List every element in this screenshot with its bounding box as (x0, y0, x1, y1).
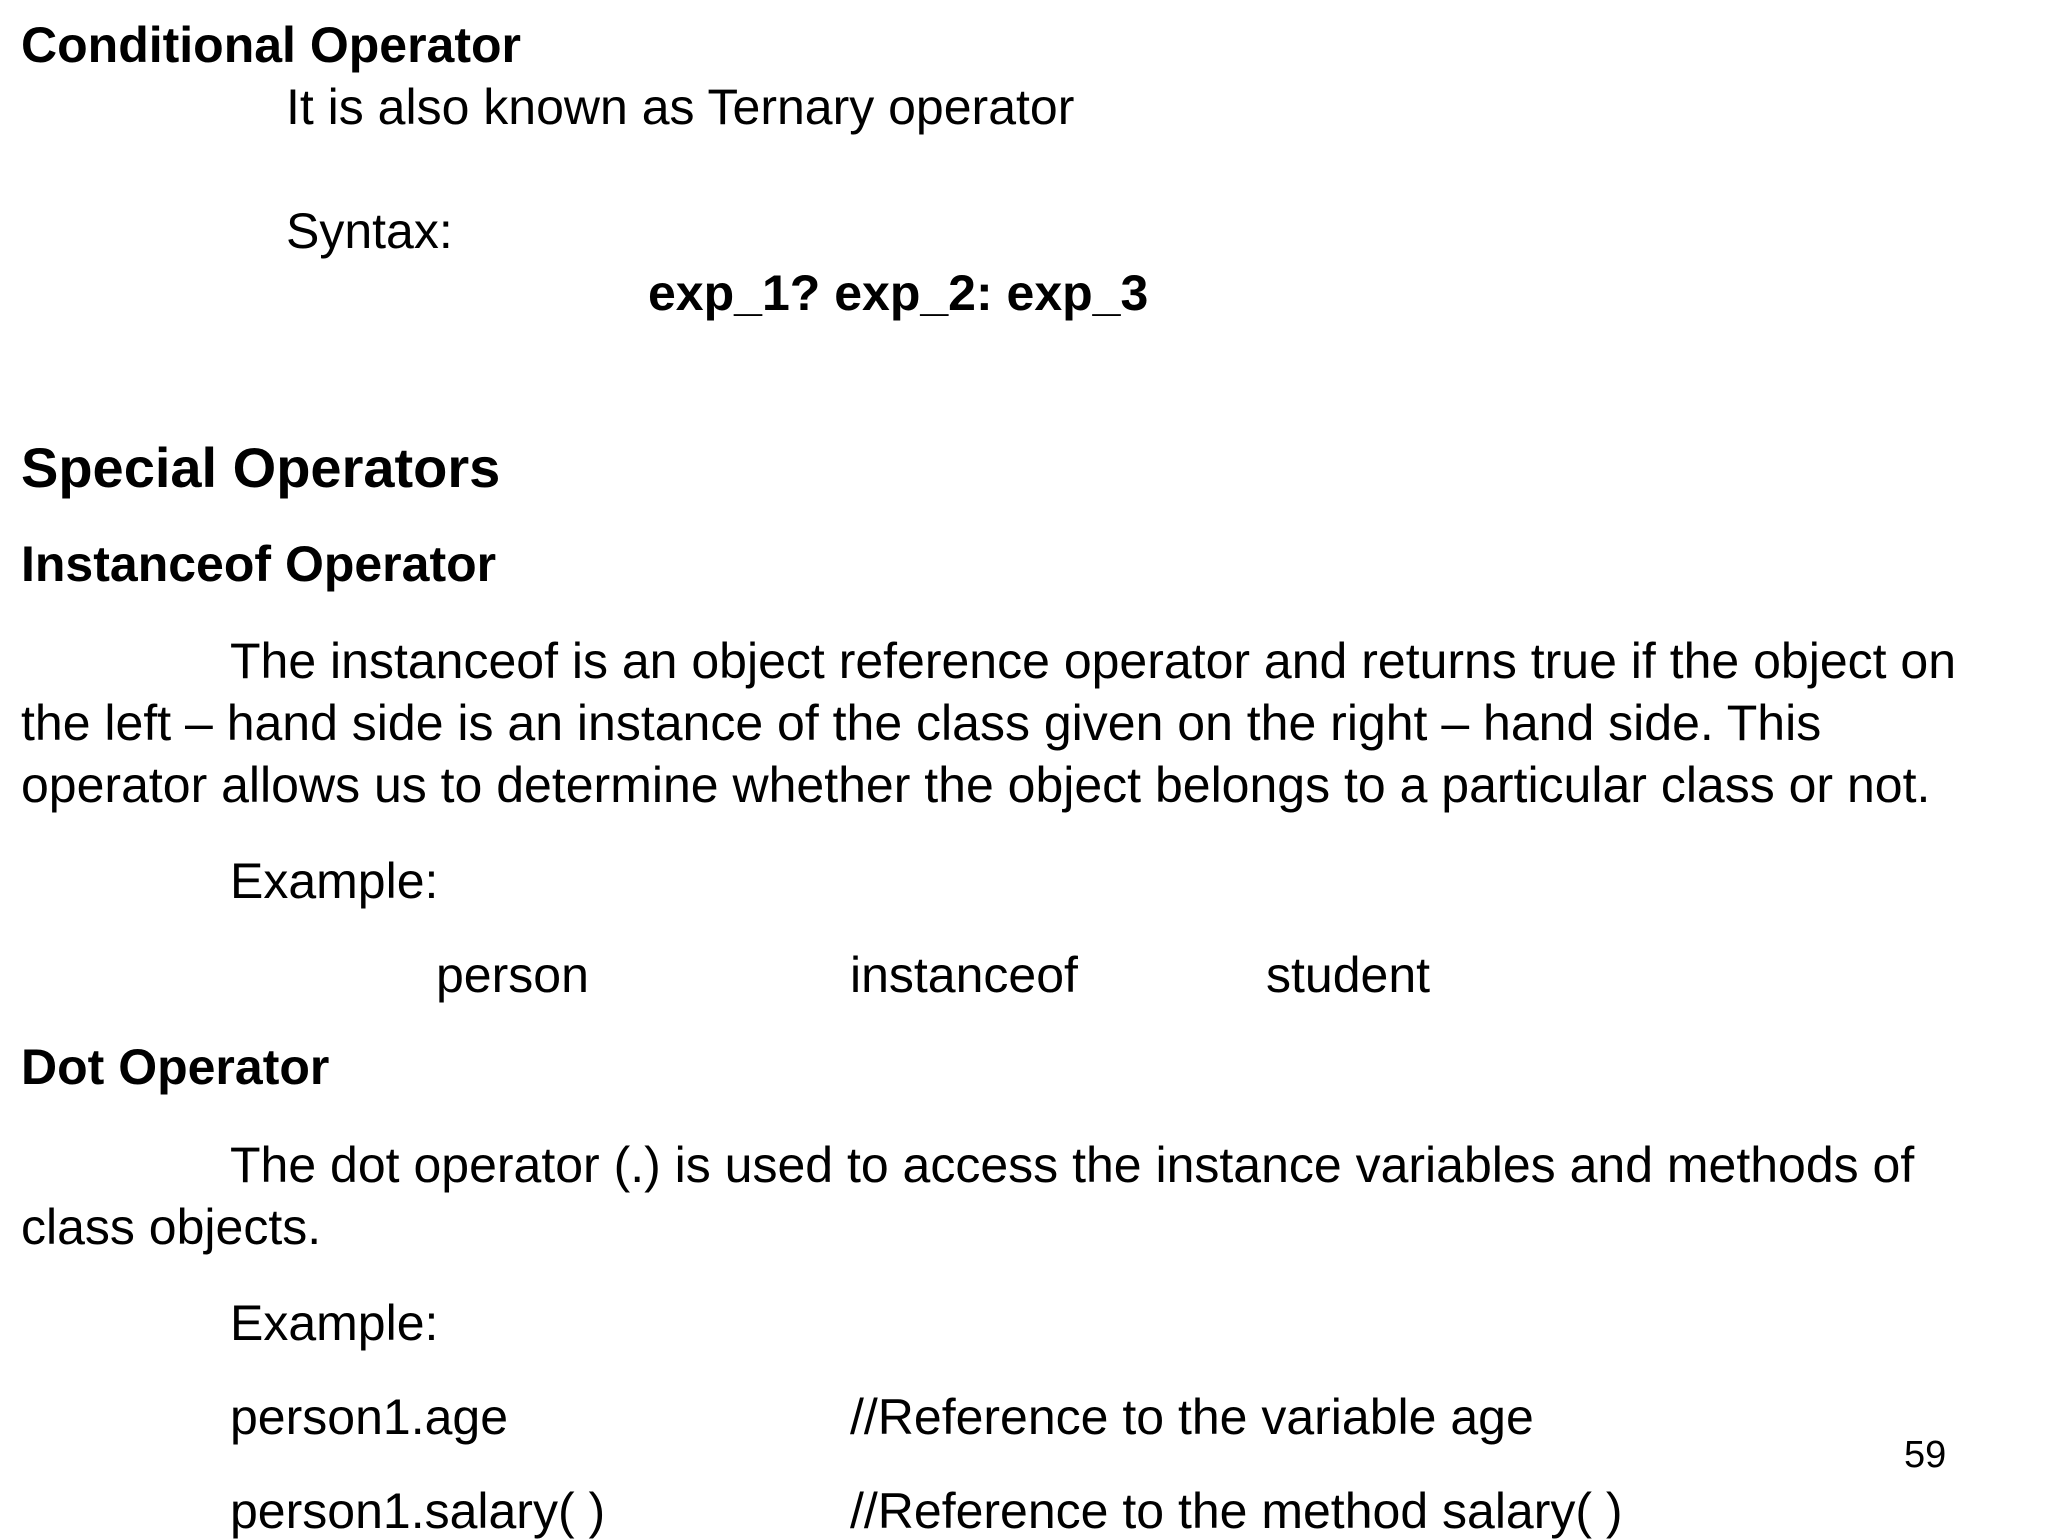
dot-example-code-2: person1.salary( ) (230, 1483, 606, 1539)
syntax-label: Syntax: (286, 203, 453, 259)
instanceof-example-object: person (436, 947, 589, 1003)
dot-example-comment-2: //Reference to the method salary( ) (850, 1483, 1623, 1539)
instanceof-desc-line-3: operator allows us to determine whether the object belongs to a particular class or not. (21, 757, 1931, 813)
dot-example-label: Example: (230, 1295, 439, 1351)
instanceof-operator-heading: Instanceof Operator (21, 536, 497, 592)
conditional-operator-heading: Conditional Operator (21, 17, 521, 73)
dot-operator-heading: Dot Operator (21, 1039, 330, 1095)
instanceof-desc-line-1: The instanceof is an object reference operator and returns true if the object on (230, 633, 1957, 689)
dot-desc-line-2: class objects. (21, 1199, 322, 1255)
dot-example-code-1: person1.age (230, 1389, 509, 1445)
dot-desc-line-1: The dot operator (.) is used to access the instance variables and methods of (230, 1137, 1915, 1193)
instanceof-example-label: Example: (230, 853, 439, 909)
dot-example-comment-1: //Reference to the variable age (850, 1389, 1534, 1445)
ternary-note: It is also known as Ternary operator (286, 79, 1075, 135)
ternary-syntax: exp_1? exp_2: exp_3 (648, 265, 1149, 321)
special-operators-heading: Special Operators (21, 436, 501, 499)
page-number: 59 (1904, 1434, 1947, 1476)
instanceof-example-class: student (1266, 947, 1431, 1003)
instanceof-example-keyword: instanceof (850, 947, 1078, 1003)
instanceof-desc-line-2: the left – hand side is an instance of the class given on the right – hand side. This (21, 695, 1822, 751)
